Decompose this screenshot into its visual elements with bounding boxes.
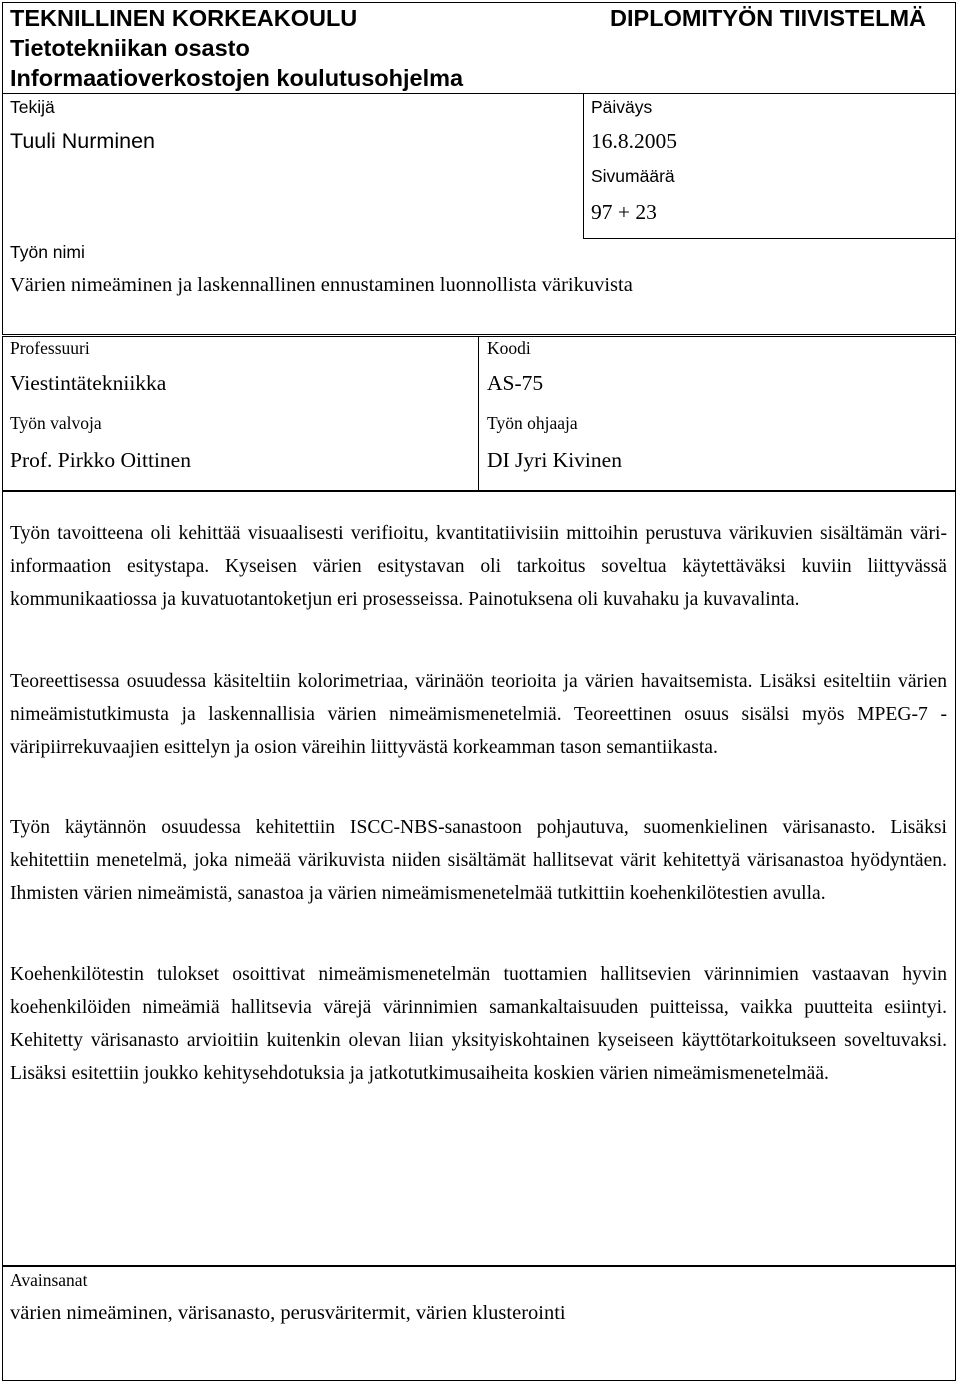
abstract-paragraph: Työn käytännön osuudessa kehitettiin ISCC-NBS-sanastoon pohjautuva, suomenkielinen värisanasto. Lisäksi kehitettiin menetelmä, joka nimeää värikuvista niiden sisältämät hallitsevat värit kehitettyä värisanastoa hyödyntäen. Ihmisten värien nimeämistä, sanastoa ja värien nimeämismenetelmää tutkittiin koehenkilötestien avulla.	[10, 817, 947, 904]
date-column-divider	[583, 93, 584, 238]
title-label: Työn nimi	[10, 242, 85, 262]
author-label: Tekijä	[10, 97, 55, 117]
code-value: AS-75	[487, 371, 544, 395]
pages-value: 97 + 23	[591, 200, 657, 224]
abstract-paragraph: Koehenkilötestin tulokset osoittivat nimeämismenetelmän tuottamien hallitsevien värinnimien vastaavan hyvin koehenkilöiden nimeämiä hallitsevia värejä värinnimien samankaltaisuuden puitteissa, vaikka puutteita esiintyi. Kehitetty värisanasto arvioitiin kuitenkin olevan liian yksityiskohtainen kyseiseen käyttötarkoitukseen soveltuvaksi. Lisäksi esitettiin joukko kehitysehdotuksia ja jatkotutkimusaiheita koskien värien nimeämismenetelmää.	[10, 964, 947, 1084]
professorship-value: Viestintätekniikka	[10, 371, 167, 395]
header-divider	[2, 93, 956, 94]
department-name: Tietotekniikan osasto	[10, 35, 250, 61]
details-column-divider	[478, 336, 479, 491]
supervisor-value: Prof. Pirkko Oittinen	[10, 448, 191, 472]
instructor-value: DI Jyri Kivinen	[487, 448, 622, 472]
instructor-label: Työn ohjaaja	[487, 413, 578, 433]
date-value: 16.8.2005	[591, 129, 677, 153]
professorship-label: Professuuri	[10, 338, 90, 358]
code-label: Koodi	[487, 338, 531, 358]
keywords-label: Avainsanat	[10, 1270, 88, 1290]
university-name: TEKNILLINEN KORKEAKOULU	[10, 5, 358, 31]
abstract-paragraph: Teoreettisessa osuudessa käsiteltiin kolorimetriaa, värinäön teorioita ja värien havaitsemista. Lisäksi esiteltiin värien nimeämistutkimusta ja laskennallisia värien nimeämismenetelmiä. Teoreettinen osuus sisälsi myös MPEG-7 -väripiirrekuvaajien esittelyn ja osion väreihin liittyvästä korkeamman tason semantiikasta.	[10, 671, 947, 758]
supervisor-label: Työn valvoja	[10, 413, 102, 433]
abstract-paragraph: Työn tavoitteena oli kehittää visuaalisesti verifioitu, kvantitatiivisiin mittoihin perustuva värikuvien sisältämän väri-informaation esitystapa. Kyseisen värien esitystavan oli tarkoitus soveltua käytettäväksi kuviin liittyvässä kommunikaatiossa ja kuvatuotantoketjun eri prosesseissa. Painotuksena oli kuvahaku ja kuvavalinta.	[10, 523, 947, 610]
date-label: Päiväys	[591, 97, 653, 117]
author-value: Tuuli Nurminen	[10, 129, 155, 153]
thesis-title: Värien nimeäminen ja laskennallinen ennustaminen luonnollista värikuvista	[10, 274, 633, 296]
document-type: DIPLOMITYÖN TIIVISTELMÄ	[610, 5, 926, 31]
keywords-value: värien nimeäminen, värisanasto, perusväritermit, värien klusterointi	[10, 1302, 566, 1324]
pages-label: Sivumäärä	[591, 166, 675, 186]
date-column-bottom	[583, 238, 956, 239]
program-name: Informaatioverkostojen koulutusohjelma	[10, 65, 464, 91]
